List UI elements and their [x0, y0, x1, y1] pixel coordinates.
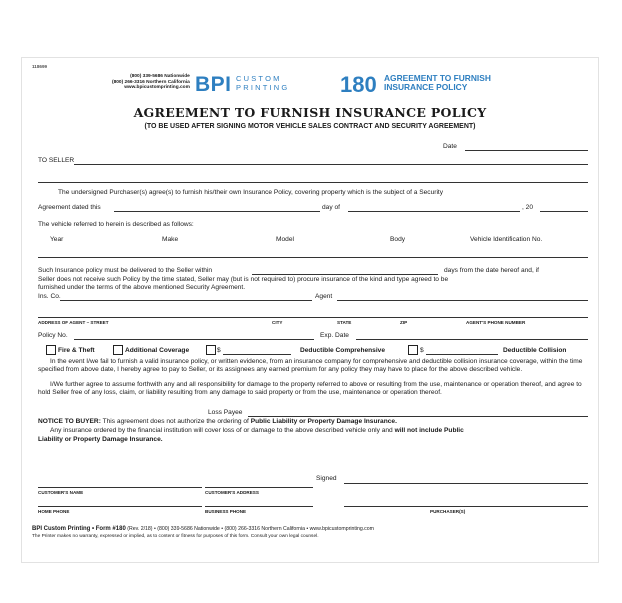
- vehicle-col-make: Make: [162, 236, 179, 243]
- ins-co-label: Ins. Co.: [38, 293, 61, 300]
- notice-line1: [38, 418, 397, 425]
- signature-field-2[interactable]: [344, 506, 588, 507]
- brand-logo: BPI: [195, 73, 232, 96]
- agreement-day-field[interactable]: [114, 211, 320, 212]
- date-field[interactable]: [465, 150, 588, 151]
- paragraph-liability: I/We further agree to assume forthwith any and all responsibility for damage to the property referred to above or resulting from the use, maintenance or operation thereof, and agree to hold Seller free of any loss, claim, or liability resulting from any damage to said property or from the use, maintenance or operation thereof.: [38, 381, 582, 396]
- to-seller-label: TO SELLER: [38, 157, 75, 164]
- exp-date-field[interactable]: [356, 339, 588, 340]
- agent-address-field[interactable]: [38, 317, 588, 318]
- policy-no-label: Policy No.: [38, 332, 68, 339]
- delivery-text-2: days from the date hereof and, if: [444, 267, 539, 274]
- header-contact: [112, 74, 190, 91]
- delivery-text-4: furnished under the terms of the above mentioned Security Agreement.: [38, 284, 246, 291]
- deductible-comprehensive-label: Deductible Comprehensive: [300, 347, 386, 354]
- vehicle-col-vin: Vehicle Identification No.: [470, 236, 543, 243]
- website: www.bpicustomprinting.com: [124, 85, 190, 91]
- collision-amount-field[interactable]: [426, 354, 498, 355]
- brand-tagline: [236, 74, 289, 92]
- agent-city-label: CITY: [272, 320, 283, 325]
- agent-phone-label: AGENT'S PHONE NUMBER: [466, 320, 526, 325]
- collision-dollar-label: $: [420, 347, 424, 354]
- deductible-collision-label: Deductible Collision: [503, 347, 567, 354]
- brand-printing: PRINTING: [236, 83, 290, 92]
- date-label: Date: [443, 143, 457, 150]
- collision-checkbox[interactable]: [408, 345, 418, 355]
- notice-text-a: This agreement does not authorize the ordering of: [102, 418, 249, 425]
- comprehensive-checkbox[interactable]: [206, 345, 216, 355]
- page-title: AGREEMENT TO FURNISH INSURANCE POLICY: [133, 105, 487, 120]
- home-phone-label: HOME PHONE: [38, 509, 70, 514]
- day-of-label: day of: [322, 204, 340, 211]
- footer-contact: • (800) 339-5686 Nationwide • (800) 266-3316 Northern California • www.bpicustomprinting.com: [153, 526, 374, 532]
- agreement-month-field[interactable]: [348, 211, 520, 212]
- delivery-text-1: Such Insurance policy must be delivered to the Seller within: [38, 267, 213, 274]
- notice-label: NOTICE TO BUYER:: [38, 418, 101, 425]
- customer-name-field[interactable]: [38, 487, 202, 488]
- signed-label: Signed: [316, 475, 337, 482]
- additional-coverage-label: Additional Coverage: [125, 347, 190, 354]
- vehicle-col-model: Model: [276, 236, 294, 243]
- customer-name-label: CUSTOMER'S NAME: [38, 490, 84, 495]
- vehicle-entry-field[interactable]: [38, 257, 588, 258]
- business-phone-field[interactable]: [205, 506, 313, 507]
- agent-street-label: ADDRESS OF AGENT – STREET: [38, 320, 109, 325]
- page-subtitle: (TO BE USED AFTER SIGNING MOTOR VEHICLE SALES CONTRACT AND SECURITY AGREEMENT): [144, 123, 476, 130]
- header-title-line1: AGREEMENT TO FURNISH: [384, 73, 491, 83]
- paragraph-event: In the event I/we fail to furnish a valid insurance policy, or written evidence, from an insurance company for comprehensive and deductible collision insurance coverage, within the time specified from above date, I hereby agree to pay to Seller, or its assignees any earned premium for any policy they may have to place for the above described vehicle.: [38, 358, 583, 373]
- phone-california: (800) 266-3316 Northern California: [112, 79, 190, 85]
- ins-co-field[interactable]: [60, 300, 312, 301]
- agreement-year-field[interactable]: [540, 211, 588, 212]
- notice-text-b: Public Liability or Property Damage Insurance.: [250, 418, 397, 425]
- delivery-days-field[interactable]: [252, 274, 438, 275]
- intro-text: The undersigned Purchaser(s) agree(s) to furnish his/their own Insurance Policy, covering property which is the subject of a Security: [58, 189, 444, 196]
- exp-date-label: Exp. Date: [320, 332, 349, 339]
- loss-payee-label: Loss Payee: [208, 409, 243, 416]
- notice-line2: [50, 427, 464, 434]
- agent-state-label: STATE: [337, 320, 352, 325]
- signature-field-1[interactable]: [344, 483, 588, 484]
- notice-line2-b: will not include Public: [394, 427, 464, 434]
- policy-no-field[interactable]: [74, 339, 314, 340]
- fire-theft-label: Fire & Theft: [58, 347, 95, 354]
- agent-zip-label: ZIP: [400, 320, 408, 325]
- business-phone-label: BUSINESS PHONE: [205, 509, 247, 514]
- vehicle-col-body: Body: [390, 236, 406, 243]
- header-title-line2: INSURANCE POLICY: [384, 82, 468, 92]
- header-title: [384, 74, 491, 92]
- agreement-dated-label: Agreement dated this: [38, 204, 101, 211]
- notice-line2-a: Any insurance ordered by the financial institution will cover loss of or damage to the above described vehicle only and: [50, 427, 393, 434]
- delivery-text-3: Seller does not receive such Policy by the time stated, Seller may (but is not required to) procure insurance of the kind and type agreed to be: [38, 276, 449, 283]
- brand-custom: CUSTOM: [236, 74, 282, 83]
- agent-label: Agent: [315, 293, 333, 300]
- additional-coverage-checkbox[interactable]: [113, 345, 123, 355]
- footer-brand: BPI Custom Printing • Form #180: [32, 526, 126, 532]
- footer-line1: [32, 526, 374, 532]
- loss-payee-field[interactable]: [248, 416, 588, 417]
- agent-field[interactable]: [337, 300, 588, 301]
- home-phone-field[interactable]: [38, 506, 202, 507]
- notice-line3: Liability or Property Damage Insurance.: [38, 436, 163, 443]
- purchasers-label: PURCHASER(S): [430, 509, 466, 514]
- seller-address-field[interactable]: [38, 182, 588, 183]
- comprehensive-dollar-label: $: [217, 347, 221, 354]
- form-code: 118699: [32, 64, 48, 69]
- year-prefix-label: , 20: [522, 204, 533, 211]
- form-sheet: [22, 58, 598, 562]
- comprehensive-amount-field[interactable]: [223, 354, 291, 355]
- footer-rev: (Rev. 2/18): [127, 526, 153, 532]
- customer-address-field[interactable]: [205, 487, 313, 488]
- form-number: 180: [340, 72, 377, 97]
- seller-field[interactable]: [74, 164, 588, 165]
- vehicle-col-year: Year: [50, 236, 64, 243]
- customer-address-label: CUSTOMER'S ADDRESS: [205, 490, 259, 495]
- fire-theft-checkbox[interactable]: [46, 345, 56, 355]
- vehicle-intro: The vehicle referred to herein is described as follows:: [38, 221, 194, 228]
- phone-nationwide: (800) 339-5686 Nationwide: [130, 74, 190, 79]
- footer-disclaimer: The Printer makes no warranty, expressed or implied, as to content or fitness for purposes of this form. Consult your own legal counsel.: [32, 534, 319, 539]
